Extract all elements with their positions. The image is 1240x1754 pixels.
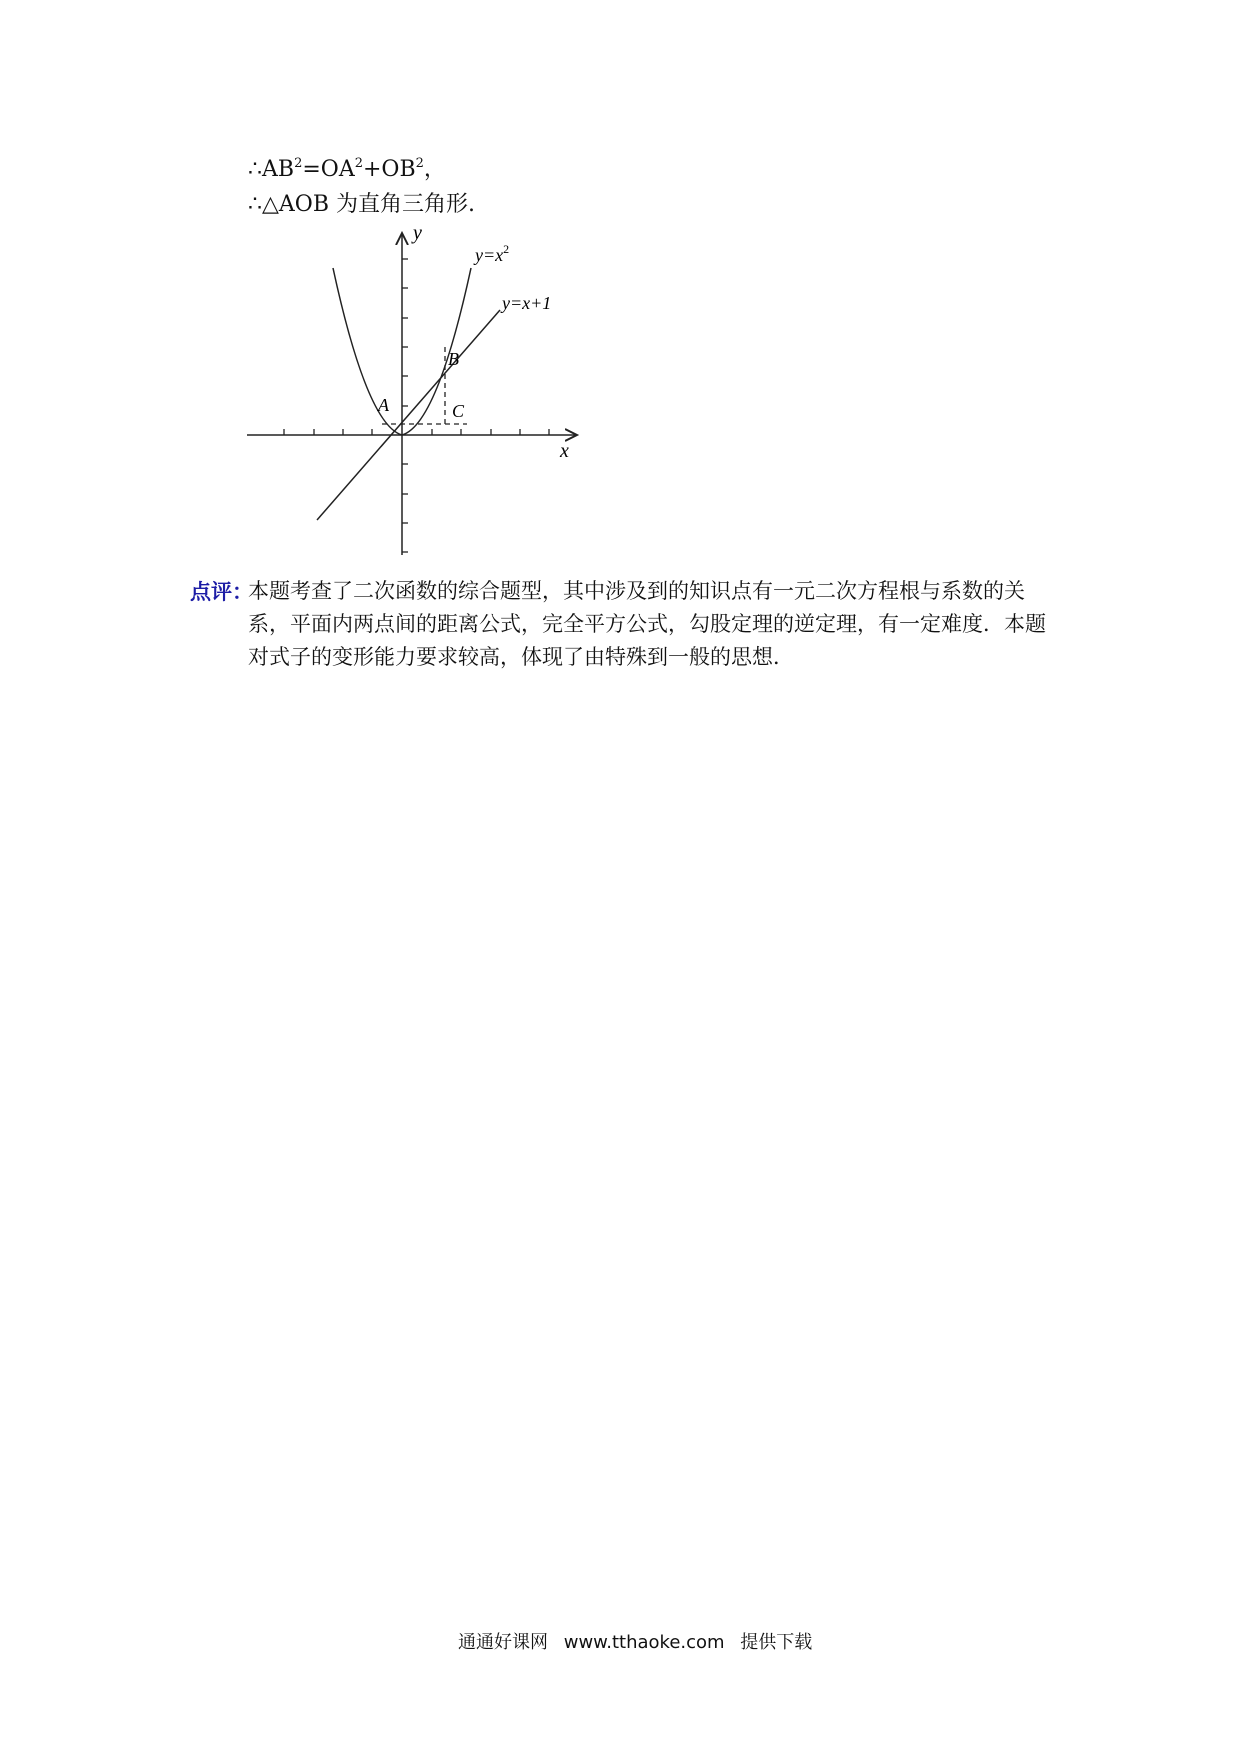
eq-exponent: 2 (354, 156, 363, 171)
x-axis-label: x (560, 440, 569, 462)
x-ticks (284, 429, 549, 435)
eq-exponent: 2 (415, 156, 424, 171)
eq-part: ∴AB (248, 157, 295, 182)
commentary-block (190, 575, 1060, 674)
graph-svg (242, 225, 597, 570)
eq-part: ， (423, 157, 446, 182)
y-axis-label: y (413, 225, 422, 244)
conclusion-line: ∴△AOB 为直角三角形. (248, 192, 475, 217)
page-footer (458, 1628, 822, 1654)
point-c-label: C (452, 401, 465, 421)
footer-suffix: 提供下载 (740, 1632, 813, 1653)
y-ticks (402, 259, 408, 552)
line-y-x-plus-1 (317, 310, 500, 520)
eq-part: +OB (362, 157, 416, 182)
line-label: y=x+1 (502, 293, 552, 313)
eq-part: =OA (302, 157, 355, 182)
footer-url[interactable]: www.tthaoke.com (563, 1632, 725, 1653)
commentary-label: 点评： (190, 579, 253, 604)
equation-line (248, 152, 446, 183)
eq-exponent: 2 (294, 156, 303, 171)
footer-site-name: 通通好课网 (458, 1632, 548, 1653)
point-a-label: A (378, 395, 389, 415)
commentary-text: 本题考查了二次函数的综合题型，其中涉及到的知识点有一元二次方程根与系数的关系，平面内两点间的距离公式，完全平方公式，勾股定理的逆定理，有一定难度．本题对式子的变形能力要求较高，体现了由特殊到一般的思想． (248, 579, 1046, 669)
parabola-label: $y=x^2$ (475, 242, 510, 265)
function-graph-figure (242, 225, 597, 570)
point-b-label: B (448, 349, 459, 369)
